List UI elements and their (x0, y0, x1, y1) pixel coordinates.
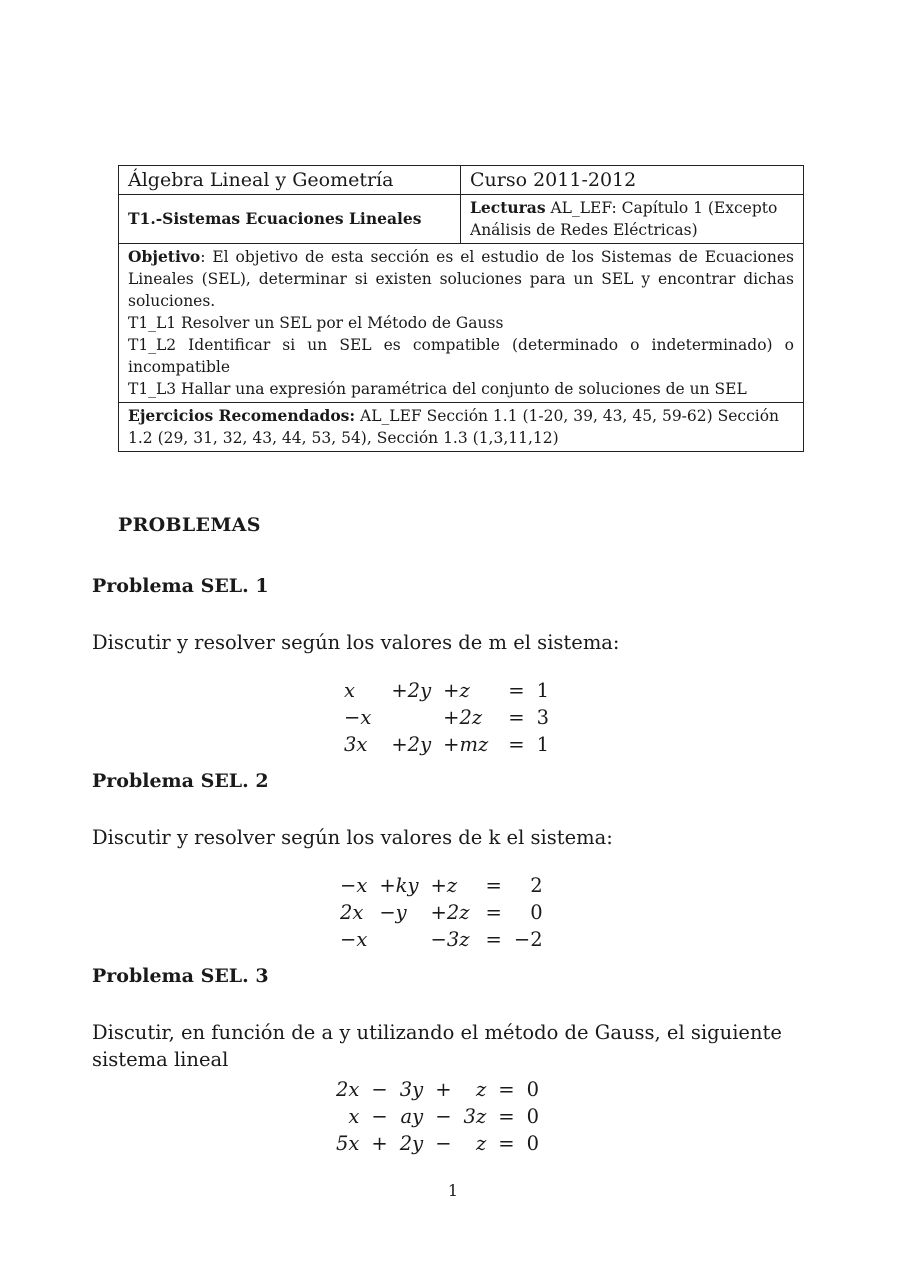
readings-text: AL_LEF: Capítulo 1 (Excepto Análisis de Redes Eléctricas) (470, 199, 778, 239)
eq-rhs: 2 (530, 874, 543, 897)
problem-1-system (338, 677, 555, 758)
eq-term: −x (340, 928, 368, 951)
eq-term: z (475, 1078, 487, 1101)
course-info-table (118, 165, 804, 452)
exercises-label: Ejercicios Recomendados: (128, 406, 356, 425)
eq-term: +2z (443, 706, 483, 729)
eq-rhs: 1 (536, 679, 549, 702)
page-number: 1 (447, 1181, 459, 1200)
eq-op: + (371, 1132, 388, 1155)
readings-label: Lecturas (470, 198, 546, 217)
problem-1-title: Problema SEL. 1 (92, 575, 269, 597)
eq-rhs: 0 (526, 1132, 539, 1155)
eq-sign: = (508, 679, 525, 702)
readings-cell (461, 195, 804, 244)
eq-rhs: 0 (526, 1078, 539, 1101)
equation-row (334, 899, 549, 926)
eq-term: −3z (430, 928, 470, 951)
section-title: PROBLEMAS (118, 514, 261, 536)
goal-item: T1_L2 Identificar si un SEL es compatible (determinado o indeterminado) o incompatible (128, 336, 794, 376)
equation-row (330, 1076, 545, 1103)
eq-term: 2x (336, 1078, 360, 1101)
problem-2-system (334, 872, 549, 953)
eq-sign: = (498, 1105, 515, 1128)
eq-term: +z (443, 679, 470, 702)
eq-term: −x (344, 706, 372, 729)
eq-term: 3x (344, 733, 368, 756)
eq-sign: = (498, 1132, 515, 1155)
eq-op: − (435, 1132, 452, 1155)
eq-term (377, 704, 437, 731)
eq-rhs: −2 (513, 928, 543, 951)
problem-2-title: Problema SEL. 2 (92, 770, 269, 792)
eq-term: +2y (391, 679, 432, 702)
equation-row (334, 926, 549, 953)
eq-term: 3y (399, 1078, 424, 1101)
eq-term: 2x (340, 901, 364, 924)
eq-sign: = (498, 1078, 515, 1101)
exercises-text: AL_LEF Sección 1.1 (1-20, 39, 43, 45, 59-62) Sección 1.2 (29, 31, 32, 43, 44, 53, 54), Sección 1.3 (1,3,11,12) (128, 407, 780, 447)
problem-3-title: Problema SEL. 3 (92, 965, 269, 987)
eq-term: 2y (399, 1132, 424, 1155)
eq-term: x (344, 679, 355, 702)
eq-sign: = (508, 706, 525, 729)
eq-term: +mz (443, 733, 489, 756)
eq-term: z (475, 1132, 487, 1155)
eq-sign: = (485, 928, 502, 951)
objective-label: Objetivo (128, 247, 201, 266)
problem-2-text: Discutir y resolver según los valores de k el sistema: (92, 826, 613, 849)
problem-1-text: Discutir y resolver según los valores de m el sistema: (92, 631, 620, 654)
goal-item: T1_L1 Resolver un SEL por el Método de Gauss (128, 314, 504, 332)
course-cell: Curso 2011-2012 (461, 166, 804, 195)
equation-row (338, 704, 555, 731)
eq-term: −y (379, 901, 407, 924)
equation-row (338, 677, 555, 704)
equation-row (334, 872, 549, 899)
objective-paragraph (128, 246, 794, 312)
exercises-cell (119, 403, 804, 452)
problem-3-text: Discutir, en función de a y utilizando el método de Gauss, el siguiente sistema lineal (92, 1021, 782, 1071)
eq-term: 3z (463, 1105, 487, 1128)
eq-term: +ky (379, 874, 419, 897)
eq-sign: = (485, 901, 502, 924)
eq-op: − (371, 1078, 388, 1101)
subject-cell: Álgebra Lineal y Geometría (119, 166, 461, 195)
eq-term: −x (340, 874, 368, 897)
eq-term: +z (430, 874, 458, 897)
equation-row (338, 731, 555, 758)
equation-row (330, 1103, 545, 1130)
eq-op: − (371, 1105, 388, 1128)
goal-item: T1_L3 Hallar una expresión paramétrica del conjunto de soluciones de un SEL (128, 380, 747, 398)
eq-term: +2z (430, 901, 470, 924)
eq-term: x (348, 1105, 360, 1128)
eq-sign: = (508, 733, 525, 756)
equation-row (330, 1130, 545, 1157)
eq-op: + (435, 1078, 452, 1101)
eq-term: ay (400, 1105, 424, 1128)
eq-rhs: 0 (526, 1105, 539, 1128)
eq-op: − (435, 1105, 452, 1128)
eq-rhs: 0 (530, 901, 543, 924)
topic-cell: T1.-Sistemas Ecuaciones Lineales (119, 195, 461, 244)
eq-rhs: 3 (536, 706, 549, 729)
objective-cell (119, 244, 804, 403)
eq-term: +2y (391, 733, 432, 756)
eq-term: 5x (336, 1132, 360, 1155)
objective-text: : El objetivo de esta sección es el estudio de los Sistemas de Ecuaciones Lineales (SEL), determinar si existen soluciones para un SEL y encontrar dichas soluciones. (128, 248, 794, 310)
eq-rhs: 1 (536, 733, 549, 756)
eq-sign: = (485, 874, 502, 897)
problem-3-system (330, 1076, 545, 1157)
eq-term (373, 926, 424, 953)
